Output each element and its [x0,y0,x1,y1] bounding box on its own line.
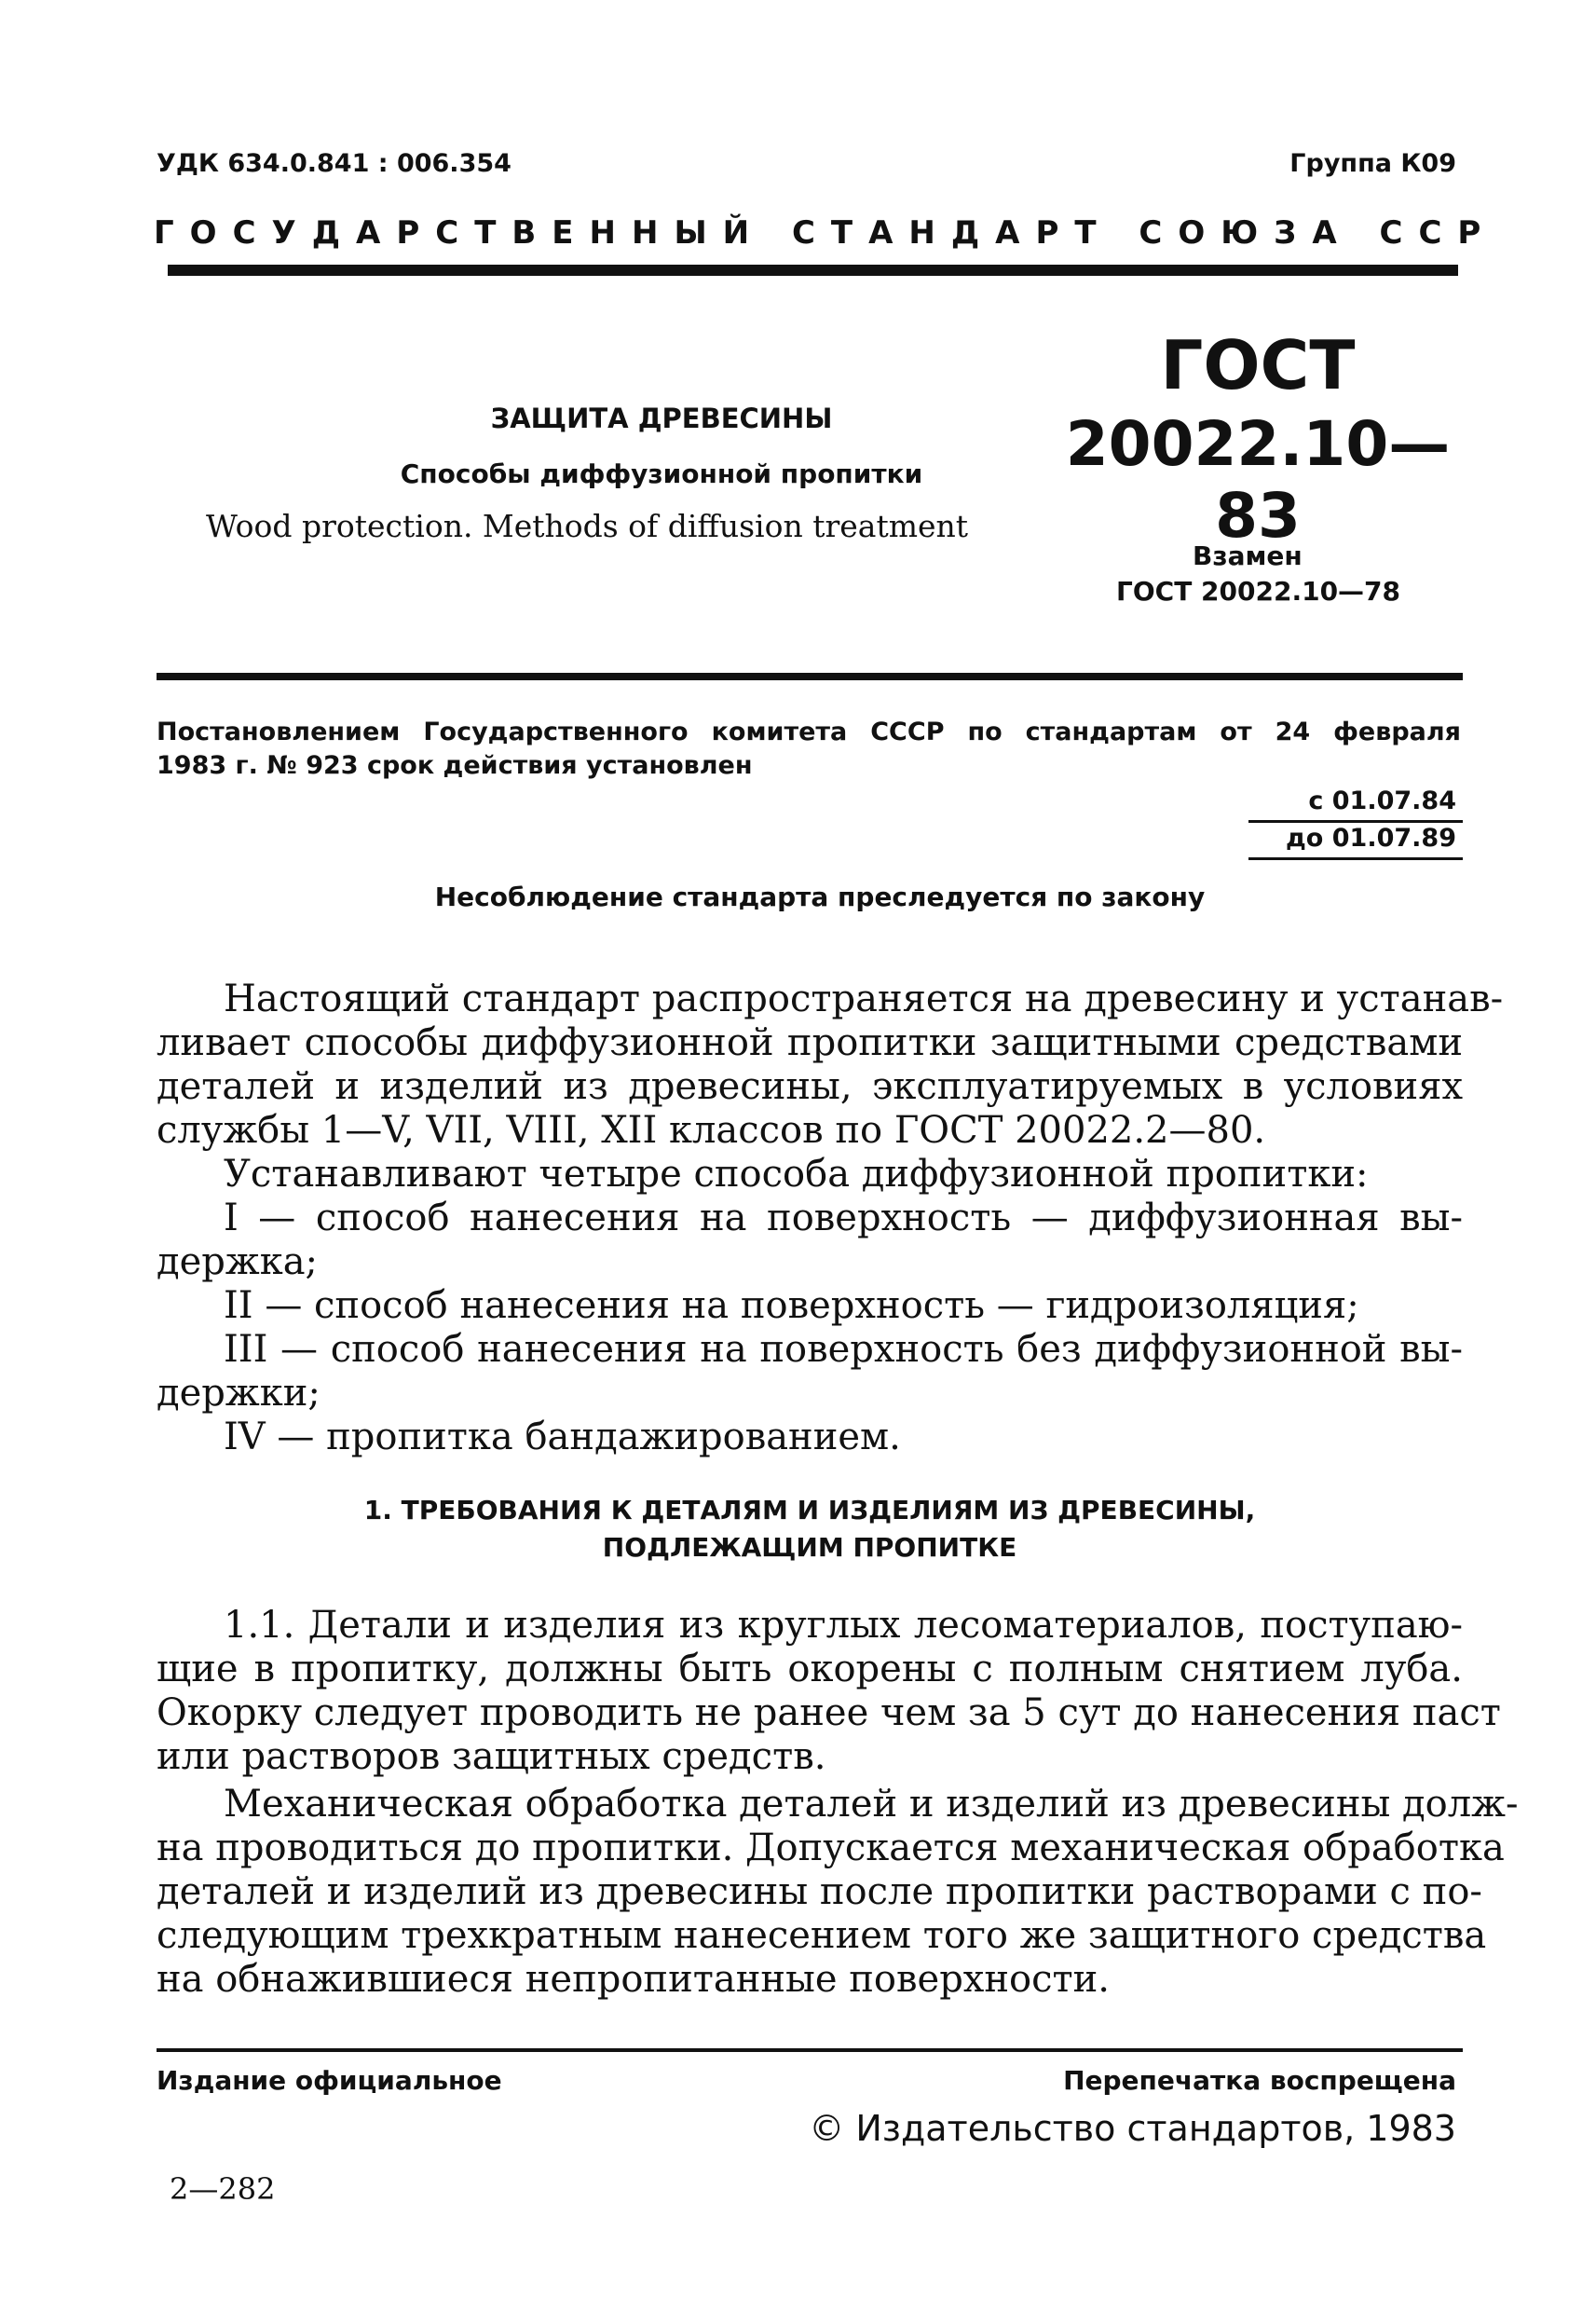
section-1-text-line: Окорку следует проводить не ранее чем за 5 сут до нанесения паст [157,1691,1501,1734]
document-title: ЗАЩИТА ДРЕВЕСИНЫ [490,403,833,434]
replaces-number: ГОСТ 20022.10—78 [1116,576,1401,607]
section-1-text-line: 1.1. Детали и изделия из круглых лесоматериалов, поступаю- [224,1604,1463,1647]
intro-line: II — способ нанесения на поверхность — гидроизоляция; [224,1284,1359,1327]
section-1-text-line: Механическая обработка деталей и изделий из древесины долж- [224,1783,1519,1826]
dates-rule [1248,820,1463,823]
effective-to: до 01.07.89 [1286,824,1456,853]
intro-line: ливает способы диффузионной пропитки защитными средствами [157,1021,1463,1064]
section-1-text-line: на обнажившиеся непропитанные поверхности. [157,1958,1111,2001]
gost-number: 20022.10—83 [1065,408,1451,552]
page-code: 2—282 [170,2171,276,2207]
udk-code: УДК 634.0.841 : 006.354 [157,149,512,178]
intro-line: IV — пропитка бандажированием. [224,1416,901,1458]
publisher-copyright: © Издательство стандартов, 1983 [809,2108,1456,2149]
official-edition: Издание официальное [157,2065,502,2096]
section-1-text-line: деталей и изделий из древесины после пропитки растворами с по- [157,1870,1482,1913]
intro-line: I — способ нанесения на поверхность — диффузионная вы- [224,1197,1463,1239]
replaces-label: Взамен [1193,540,1303,571]
reprint-notice: Перепечатка воспрещена [1063,2065,1456,2096]
effective-from: с 01.07.84 [1308,787,1456,815]
english-title: Wood protection. Methods of diffusion treatment [205,508,969,544]
section-1-text-line: щие в пропитку, должны быть окорены с полным снятием луба. [157,1648,1463,1690]
section-1-text-line: следующим трехкратным нанесением того же защитного средства [157,1914,1487,1957]
section-1-title: 1. ТРЕБОВАНИЯ К ДЕТАЛЯМ И ИЗДЕЛИЯМ ИЗ ДРЕВЕСИНЫ, [363,1495,1256,1525]
dates-rule-bottom [1248,857,1463,860]
decree-line-2: 1983 г. № 923 срок действия установлен [157,751,753,780]
section-1-text-line: или растворов защитных средств. [157,1735,826,1778]
intro-line: службы 1—V, VII, VIII, XII классов по ГОСТ 20022.2—80. [157,1109,1266,1152]
law-warning: Несоблюдение стандарта преследуется по закону [434,882,1206,912]
intro-line: держки; [157,1372,321,1415]
section-1-text-line: на проводиться до пропитки. Допускается механическая обработка [157,1826,1505,1869]
document-subtitle: Способы диффузионной пропитки [400,458,923,489]
footer-rule [157,2048,1463,2052]
intro-line: III — способ нанесения на поверхность без диффузионной вы- [224,1328,1463,1371]
intro-line: Настоящий стандарт распространяется на древесину и устанав- [224,978,1504,1020]
gost-label: ГОСТ [1160,326,1356,404]
decree-line-1: Постановлением Государственного комитета СССР по стандартам от 24 февраля [157,718,1461,746]
intro-line: держка; [157,1240,319,1283]
title-rule [157,673,1463,680]
intro-line: деталей и изделий из древесины, эксплуатируемых в условиях [157,1065,1463,1108]
group-code: Группа К09 [1289,149,1456,178]
section-1-title-cont: ПОДЛЕЖАЩИМ ПРОПИТКЕ [602,1532,1017,1563]
state-standard-banner: ГОСУДАРСТВЕННЫЙ СТАНДАРТ СОЮЗА ССР [154,214,1497,252]
intro-line: Устанавливают четыре способа диффузионной пропитки: [224,1153,1369,1196]
header-rule [168,265,1458,276]
